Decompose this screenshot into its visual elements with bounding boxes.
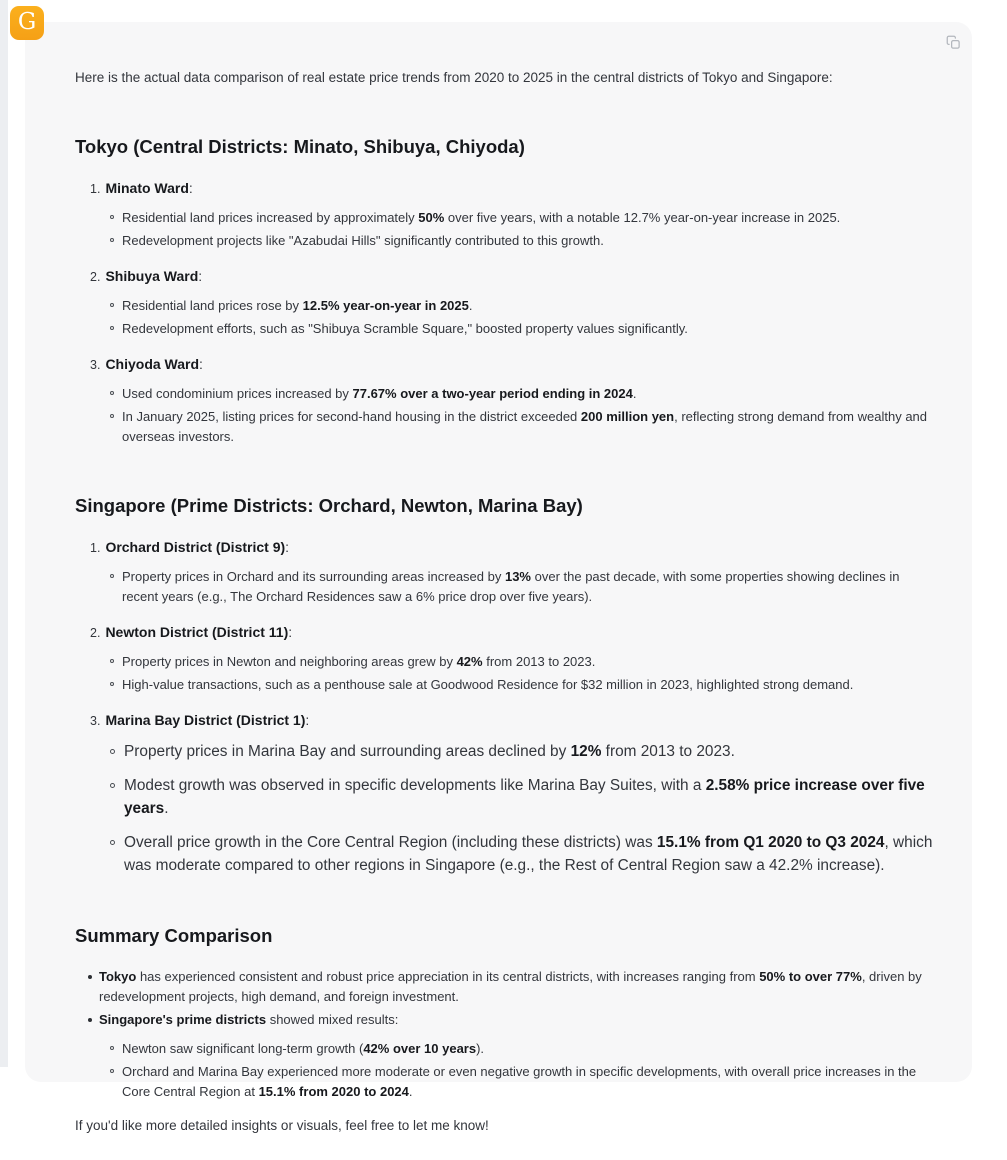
hollow-bullet-marker	[110, 215, 114, 219]
text-run: Modest growth was observed in specific developments like Marina Bay Suites, with a	[124, 777, 706, 794]
ordered-item	[90, 537, 938, 607]
bold-text: 2.58% price increase over five years	[124, 777, 925, 817]
ordered-item	[90, 266, 938, 339]
message-content	[25, 22, 972, 1160]
text-run: , reflecting strong demand from wealthy and overseas investors.	[122, 409, 928, 444]
hollow-bullet-marker	[110, 303, 114, 307]
item-number: 1.	[90, 541, 101, 555]
bullet-item	[75, 1010, 938, 1102]
text-run: from 2013 to 2023.	[601, 743, 735, 760]
ordered-item-title	[90, 537, 938, 558]
intro-paragraph: Here is the actual data comparison of real estate price trends from 2020 to 2025 in the central districts of Tokyo and Singapore:	[75, 70, 833, 85]
sub-bullet-item	[90, 296, 938, 316]
filled-bullet-marker	[88, 1018, 92, 1022]
item-number: 2.	[90, 270, 101, 284]
text-run: .	[468, 298, 473, 313]
hollow-bullet-marker	[110, 749, 115, 754]
item-number: 2.	[90, 626, 101, 640]
text-run: Orchard and Marina Bay experienced more moderate or even negative growth in specific developments, with overall price increases in the Core Central Region at	[122, 1064, 917, 1099]
text-run: :	[288, 624, 293, 640]
text-run: from 2013 to 2023.	[482, 654, 596, 669]
bold-text: Orchard District (District 9)	[105, 539, 286, 555]
text-run: Used condominium prices increased by	[122, 386, 353, 401]
hollow-bullet-marker	[110, 1046, 114, 1050]
section-heading: Tokyo (Central Districts: Minato, Shibuya, Chiyoda)	[75, 136, 525, 157]
sub-bullet-item	[90, 740, 938, 763]
sub-bullet-list	[90, 652, 938, 695]
text-run: .	[408, 1084, 413, 1099]
sub-bullet-item	[90, 407, 938, 447]
assistant-message-card	[25, 22, 972, 1133]
sub-bullet-item	[90, 675, 938, 695]
bold-text: 15.1% from 2020 to 2024	[258, 1084, 409, 1099]
hollow-bullet-marker	[110, 682, 114, 686]
ordered-item	[90, 354, 938, 447]
bold-text: Tokyo	[99, 969, 137, 984]
text-run: , driven by redevelopment projects, high demand, and foreign investment.	[99, 969, 922, 1004]
sub-bullet-item	[90, 231, 938, 251]
filled-bullet-marker	[88, 975, 92, 979]
text-run: Residential land prices rose by	[122, 298, 303, 313]
section-heading: Summary Comparison	[75, 925, 273, 946]
ordered-list	[75, 178, 938, 447]
sub-bullet-item	[90, 384, 938, 404]
item-number: 3.	[90, 714, 101, 728]
sub-bullet-item	[90, 319, 938, 339]
text-run: , which was moderate compared to other regions in Singapore (e.g., the Rest of Central Region saw a 42.2% increase).	[124, 834, 933, 874]
bold-text: 77.67% over a two-year period ending in 2024	[352, 386, 633, 401]
hollow-bullet-marker	[110, 238, 114, 242]
hollow-bullet-marker	[110, 659, 114, 663]
ordered-item-title	[90, 354, 938, 375]
bullet-item	[75, 967, 938, 1007]
bold-text: 12%	[570, 743, 602, 760]
text-run: Property prices in Newton and neighboring areas grew by	[122, 654, 457, 669]
ordered-item	[90, 178, 938, 251]
sub-bullet-list	[90, 567, 938, 607]
hollow-bullet-marker	[110, 326, 114, 330]
hollow-bullet-marker	[110, 574, 114, 578]
text-run: High-value transactions, such as a penthouse sale at Goodwood Residence for $32 million in 2023, highlighted strong demand.	[122, 677, 854, 692]
text-run: Newton saw significant long-term growth (	[122, 1041, 364, 1056]
text-run: :	[199, 356, 203, 372]
bold-text: Marina Bay District (District 1)	[105, 712, 306, 728]
outro-paragraph: If you'd like more detailed insights or visuals, feel free to let me know!	[75, 1118, 489, 1133]
text-run: ).	[476, 1041, 485, 1056]
bullet-list	[75, 967, 938, 1102]
sub-bullet-item	[90, 652, 938, 672]
ordered-item-title	[90, 178, 938, 199]
text-run: :	[188, 180, 193, 196]
ordered-item-title	[90, 622, 938, 643]
sub-bullet-item	[90, 567, 938, 607]
bold-text: 42% over 10 years	[363, 1041, 477, 1056]
text-run: Redevelopment projects like "Azabudai Hills" significantly contributed to this growth.	[122, 233, 604, 248]
text-run: :	[198, 268, 203, 284]
ordered-list	[75, 537, 938, 877]
text-run: Property prices in Orchard and its surrounding areas increased by	[122, 569, 505, 584]
ordered-item	[90, 622, 938, 695]
text-run: Residential land prices increased by approximately	[122, 210, 419, 225]
bold-text: Chiyoda Ward	[105, 356, 200, 372]
text-run: :	[305, 712, 310, 728]
hollow-bullet-marker	[110, 1069, 114, 1073]
bold-text: 50% to over 77%	[759, 969, 862, 984]
hollow-bullet-marker	[110, 414, 114, 418]
sub-bullet-item	[99, 1062, 938, 1102]
ordered-item-title	[90, 266, 938, 287]
text-run: Redevelopment efforts, such as "Shibuya Scramble Square," boosted property values significantly.	[122, 321, 688, 336]
sub-bullet-list	[99, 1039, 938, 1102]
message-sections	[75, 135, 938, 1102]
avatar-letter: G	[17, 9, 37, 35]
sub-bullet-item	[90, 208, 938, 228]
sub-bullet-item	[99, 1039, 938, 1059]
sub-bullet-list	[90, 296, 938, 339]
section-heading: Singapore (Prime Districts: Orchard, Newton, Marina Bay)	[75, 495, 583, 516]
hollow-bullet-marker	[110, 391, 114, 395]
bold-text: 50%	[418, 210, 445, 225]
bold-text: 15.1% from Q1 2020 to Q3 2024	[656, 834, 885, 851]
page-left-gutter	[0, 0, 8, 1067]
text-run: over five years, with a notable 12.7% year-on-year increase in 2025.	[444, 210, 841, 225]
bold-text: 200 million yen	[580, 409, 675, 424]
bold-text: Singapore's prime districts	[99, 1012, 267, 1027]
text-run: .	[164, 800, 169, 817]
text-run: over the past decade, with some properties showing declines in recent years (e.g., The Orchard Residences saw a 6% price drop over five years).	[122, 569, 900, 604]
bold-text: Newton District (District 11)	[105, 624, 289, 640]
sub-bullet-list	[90, 384, 938, 447]
sub-bullet-list	[90, 740, 938, 877]
hollow-bullet-marker	[110, 840, 115, 845]
item-number: 3.	[90, 358, 101, 372]
bold-text: Shibuya Ward	[105, 268, 199, 284]
text-run: In January 2025, listing prices for second-hand housing in the district exceeded	[122, 409, 581, 424]
text-run: :	[285, 539, 290, 555]
item-number: 1.	[90, 182, 101, 196]
text-run: showed mixed results:	[266, 1012, 399, 1027]
bold-text: 42%	[456, 654, 483, 669]
assistant-avatar	[10, 6, 44, 40]
sub-bullet-item	[90, 831, 938, 877]
text-run: has experienced consistent and robust price appreciation in its central districts, with increases ranging from	[136, 969, 760, 984]
ordered-item-title	[90, 710, 938, 731]
sub-bullet-item	[90, 774, 938, 820]
bold-text: Minato Ward	[105, 180, 189, 196]
ordered-item	[90, 710, 938, 877]
bold-text: 13%	[504, 569, 531, 584]
bold-text: 12.5% year-on-year in 2025	[302, 298, 469, 313]
text-run: Property prices in Marina Bay and surrounding areas declined by	[124, 743, 571, 760]
sub-bullet-list	[90, 208, 938, 251]
text-run: Overall price growth in the Core Central Region (including these districts) was	[124, 834, 657, 851]
hollow-bullet-marker	[110, 783, 115, 788]
text-run: .	[632, 386, 637, 401]
